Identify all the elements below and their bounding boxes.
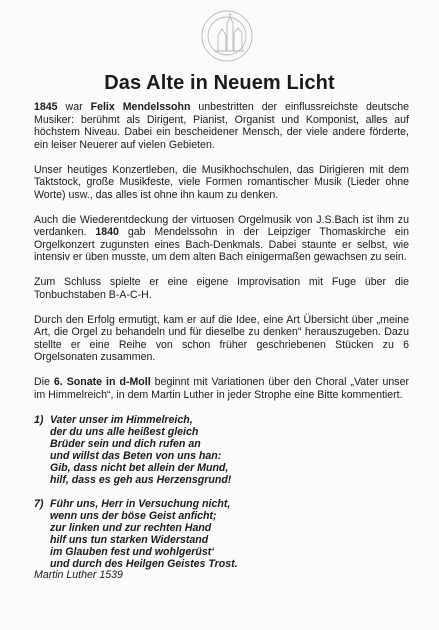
composer-name: Felix Mendelssohn bbox=[90, 101, 191, 113]
verse-line: zur linken und zur rechten Hand bbox=[50, 521, 212, 534]
church-logo bbox=[194, 9, 260, 63]
verse-line: hilf, dass es geh aus Herzensgrund! bbox=[50, 473, 232, 486]
verse-line: im Glauben fest und wohlgerüst‘ bbox=[50, 545, 215, 558]
article-body bbox=[34, 101, 409, 581]
paragraph-2: Unser heutiges Konzertleben, die Musikhochschulen, das Dirigieren mit dem Taktstock, große Musikfeste, viele Formen romantischer Musik (Lieder ohne Worte) usw., das alles ist ohne ihn kaum zu denken. bbox=[34, 163, 409, 201]
verse-line: wenn uns der böse Geist anficht; bbox=[50, 509, 217, 522]
verse-line: hilf uns tun starken Widerstand bbox=[50, 533, 209, 546]
verse-line: Führ uns, Herr in Versuchung nicht, bbox=[50, 497, 231, 510]
paragraph-6: Die 6. Sonate in d-Moll beginnt mit Variationen über den Choral „Vater unser im Himmelreich“, in dem Martin Luther in jeder Strophe eine Bitte kommentiert. bbox=[34, 376, 409, 401]
paragraph-1: 1845 war Felix Mendelssohn unbestritten der einflussreichste deutsche Musiker: berühmt als Dirigent, Pianist, Organist und Komponist, alles auf höchstem Niveau. Dabei ein bescheidener Mensch, der viele andere förderte, ein leiser Neuerer auf vielen Gebieten. bbox=[34, 101, 409, 151]
verse-line: und willst das Beten von uns han: bbox=[50, 449, 222, 462]
year-1840: 1840 bbox=[95, 226, 119, 238]
paragraph-4: Zum Schluss spielte er eine eigene Improvisation mit Fuge über die Tonbuchstaben B-A-C-H. bbox=[34, 276, 409, 301]
paragraph-5: Durch den Erfolg ermutigt, kam er auf die Idee, eine Art Übersicht über „meine Art, die Orgel zu behandeln und für dieselbe zu denken“ herauszugeben. Dazu stellte er eine Reihe von schon früher geschriebenen Stücken zu 6 Orgelsonaten zusammen. bbox=[34, 313, 409, 363]
sonata-name: 6. Sonate in d-Moll bbox=[53, 376, 151, 388]
poem-attribution: Martin Luther 1539 bbox=[34, 568, 123, 581]
verse-1 bbox=[34, 414, 409, 486]
verse-line: Gib, dass nicht bet allein der Mund, bbox=[50, 461, 229, 474]
verse-7 bbox=[34, 498, 409, 570]
verse-line: Brüder sein und dich rufen an bbox=[50, 437, 201, 450]
verse-number: 1) bbox=[34, 413, 44, 426]
paragraph-3: Auch die Wiederentdeckung der virtuosen Orgelmusik von J.S.Bach ist ihm zu verdanken. 1840 gab Mendelssohn in der Leipziger Thomaskirche ein Orgelkonzert zugunsten eines Bach-Denkmals. Dabei staunte er selbst, wie intensiv er üben musste, um dem alten Bach einigermaßen gewachsen zu sein. bbox=[34, 213, 409, 263]
page-title: Das Alte in Neuem Licht bbox=[104, 72, 335, 94]
verse-number: 7) bbox=[34, 497, 44, 510]
verse-line: und durch des Heilgen Geistes Trost. bbox=[50, 557, 238, 570]
verse-line: Vater unser im Himmelreich, bbox=[50, 413, 193, 426]
verse-line: der du uns alle heißest gleich bbox=[50, 425, 199, 438]
year-1845: 1845 bbox=[34, 101, 58, 113]
